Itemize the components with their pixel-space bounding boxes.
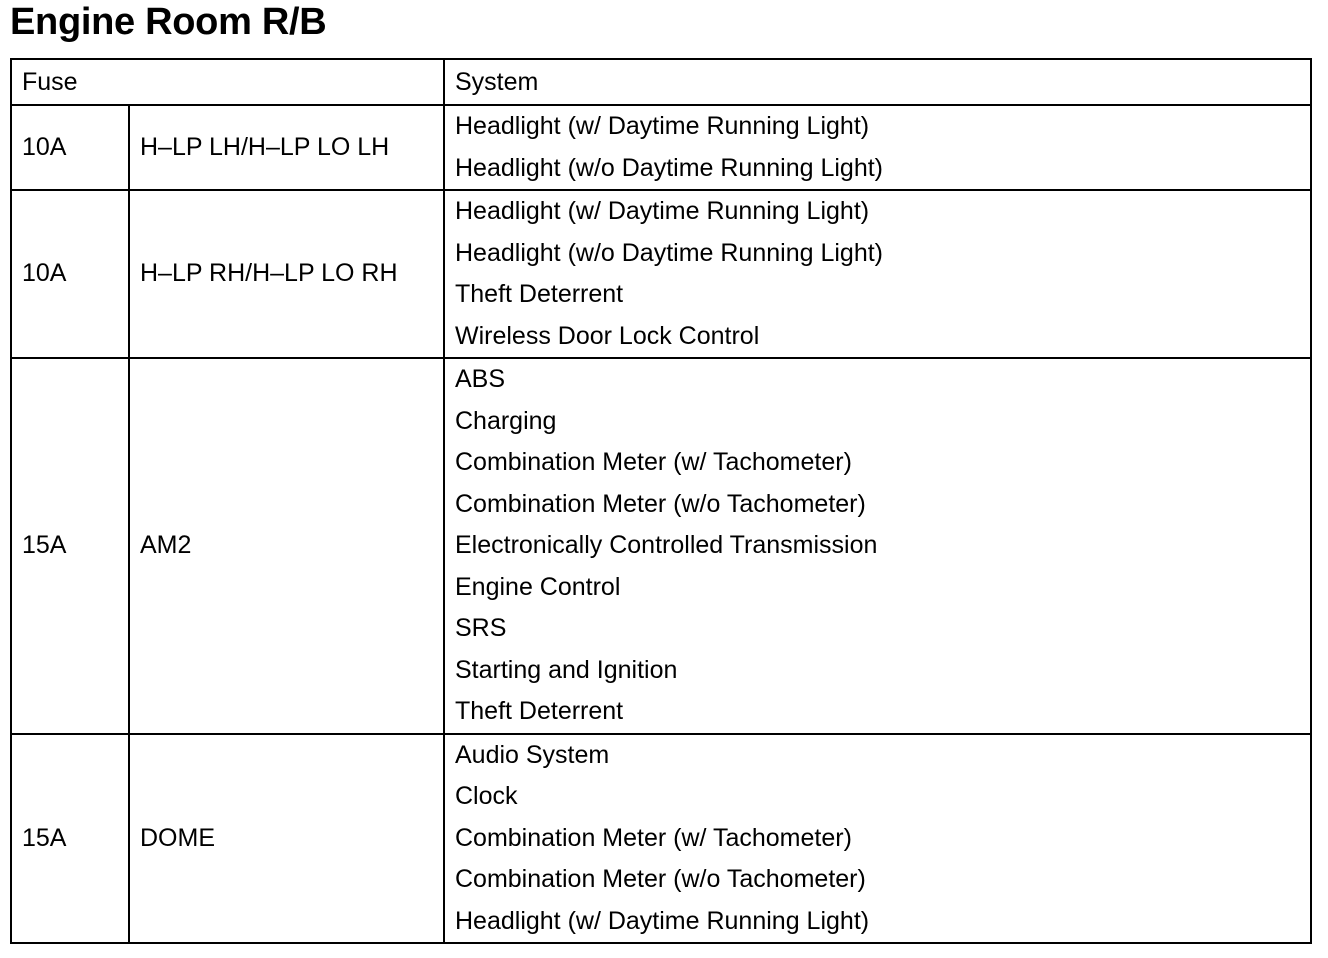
system-item: Theft Deterrent (455, 280, 624, 308)
table-row (11, 358, 1311, 734)
system-item: Starting and Ignition (455, 655, 678, 684)
system-item: Headlight (w/o Daytime Running Light) (455, 153, 883, 182)
system-item: ABS (455, 365, 506, 393)
fuse-table (10, 58, 1312, 944)
system-item: Headlight (w/ Daytime Running Light) (455, 112, 870, 140)
fuse-amperage: 15A (11, 734, 129, 944)
system-item: Headlight (w/ Daytime Running Light) (455, 906, 870, 935)
system-list (444, 358, 1311, 734)
system-item: Headlight (w/o Daytime Running Light) (455, 238, 883, 267)
fuse-name: H–LP RH/H–LP LO RH (129, 190, 444, 358)
system-item: Wireless Door Lock Control (455, 321, 760, 350)
fuse-amperage: 10A (11, 105, 129, 190)
fuse-amperage: 15A (11, 358, 129, 734)
fuse-amperage: 10A (11, 190, 129, 358)
table-row (11, 105, 1311, 190)
system-item: Engine Control (455, 572, 621, 601)
fuse-name: H–LP LH/H–LP LO LH (129, 105, 444, 190)
system-item: Audio System (455, 740, 610, 769)
system-item: Combination Meter (w/ Tachometer) (455, 448, 852, 476)
system-item: Combination Meter (w/o Tachometer) (455, 489, 866, 518)
system-item: Theft Deterrent (455, 697, 624, 725)
system-item: Clock (455, 782, 518, 810)
system-item: Combination Meter (w/o Tachometer) (455, 865, 866, 893)
system-item: Headlight (w/ Daytime Running Light) (455, 197, 870, 225)
system-item: Combination Meter (w/ Tachometer) (455, 823, 852, 852)
fuse-name: DOME (129, 734, 444, 944)
system-item: Charging (455, 406, 557, 435)
table-row (11, 190, 1311, 358)
system-item: Electronically Controlled Transmission (455, 531, 878, 559)
column-header-system: System (444, 59, 1311, 105)
table-header-row (11, 59, 1311, 105)
page-title: Engine Room R/B (10, 1, 327, 43)
table-row (11, 734, 1311, 944)
system-list (444, 734, 1311, 944)
column-header-fuse: Fuse (11, 59, 444, 105)
system-list (444, 105, 1311, 190)
fuse-name: AM2 (129, 358, 444, 734)
system-list (444, 190, 1311, 358)
system-item: SRS (455, 614, 507, 642)
